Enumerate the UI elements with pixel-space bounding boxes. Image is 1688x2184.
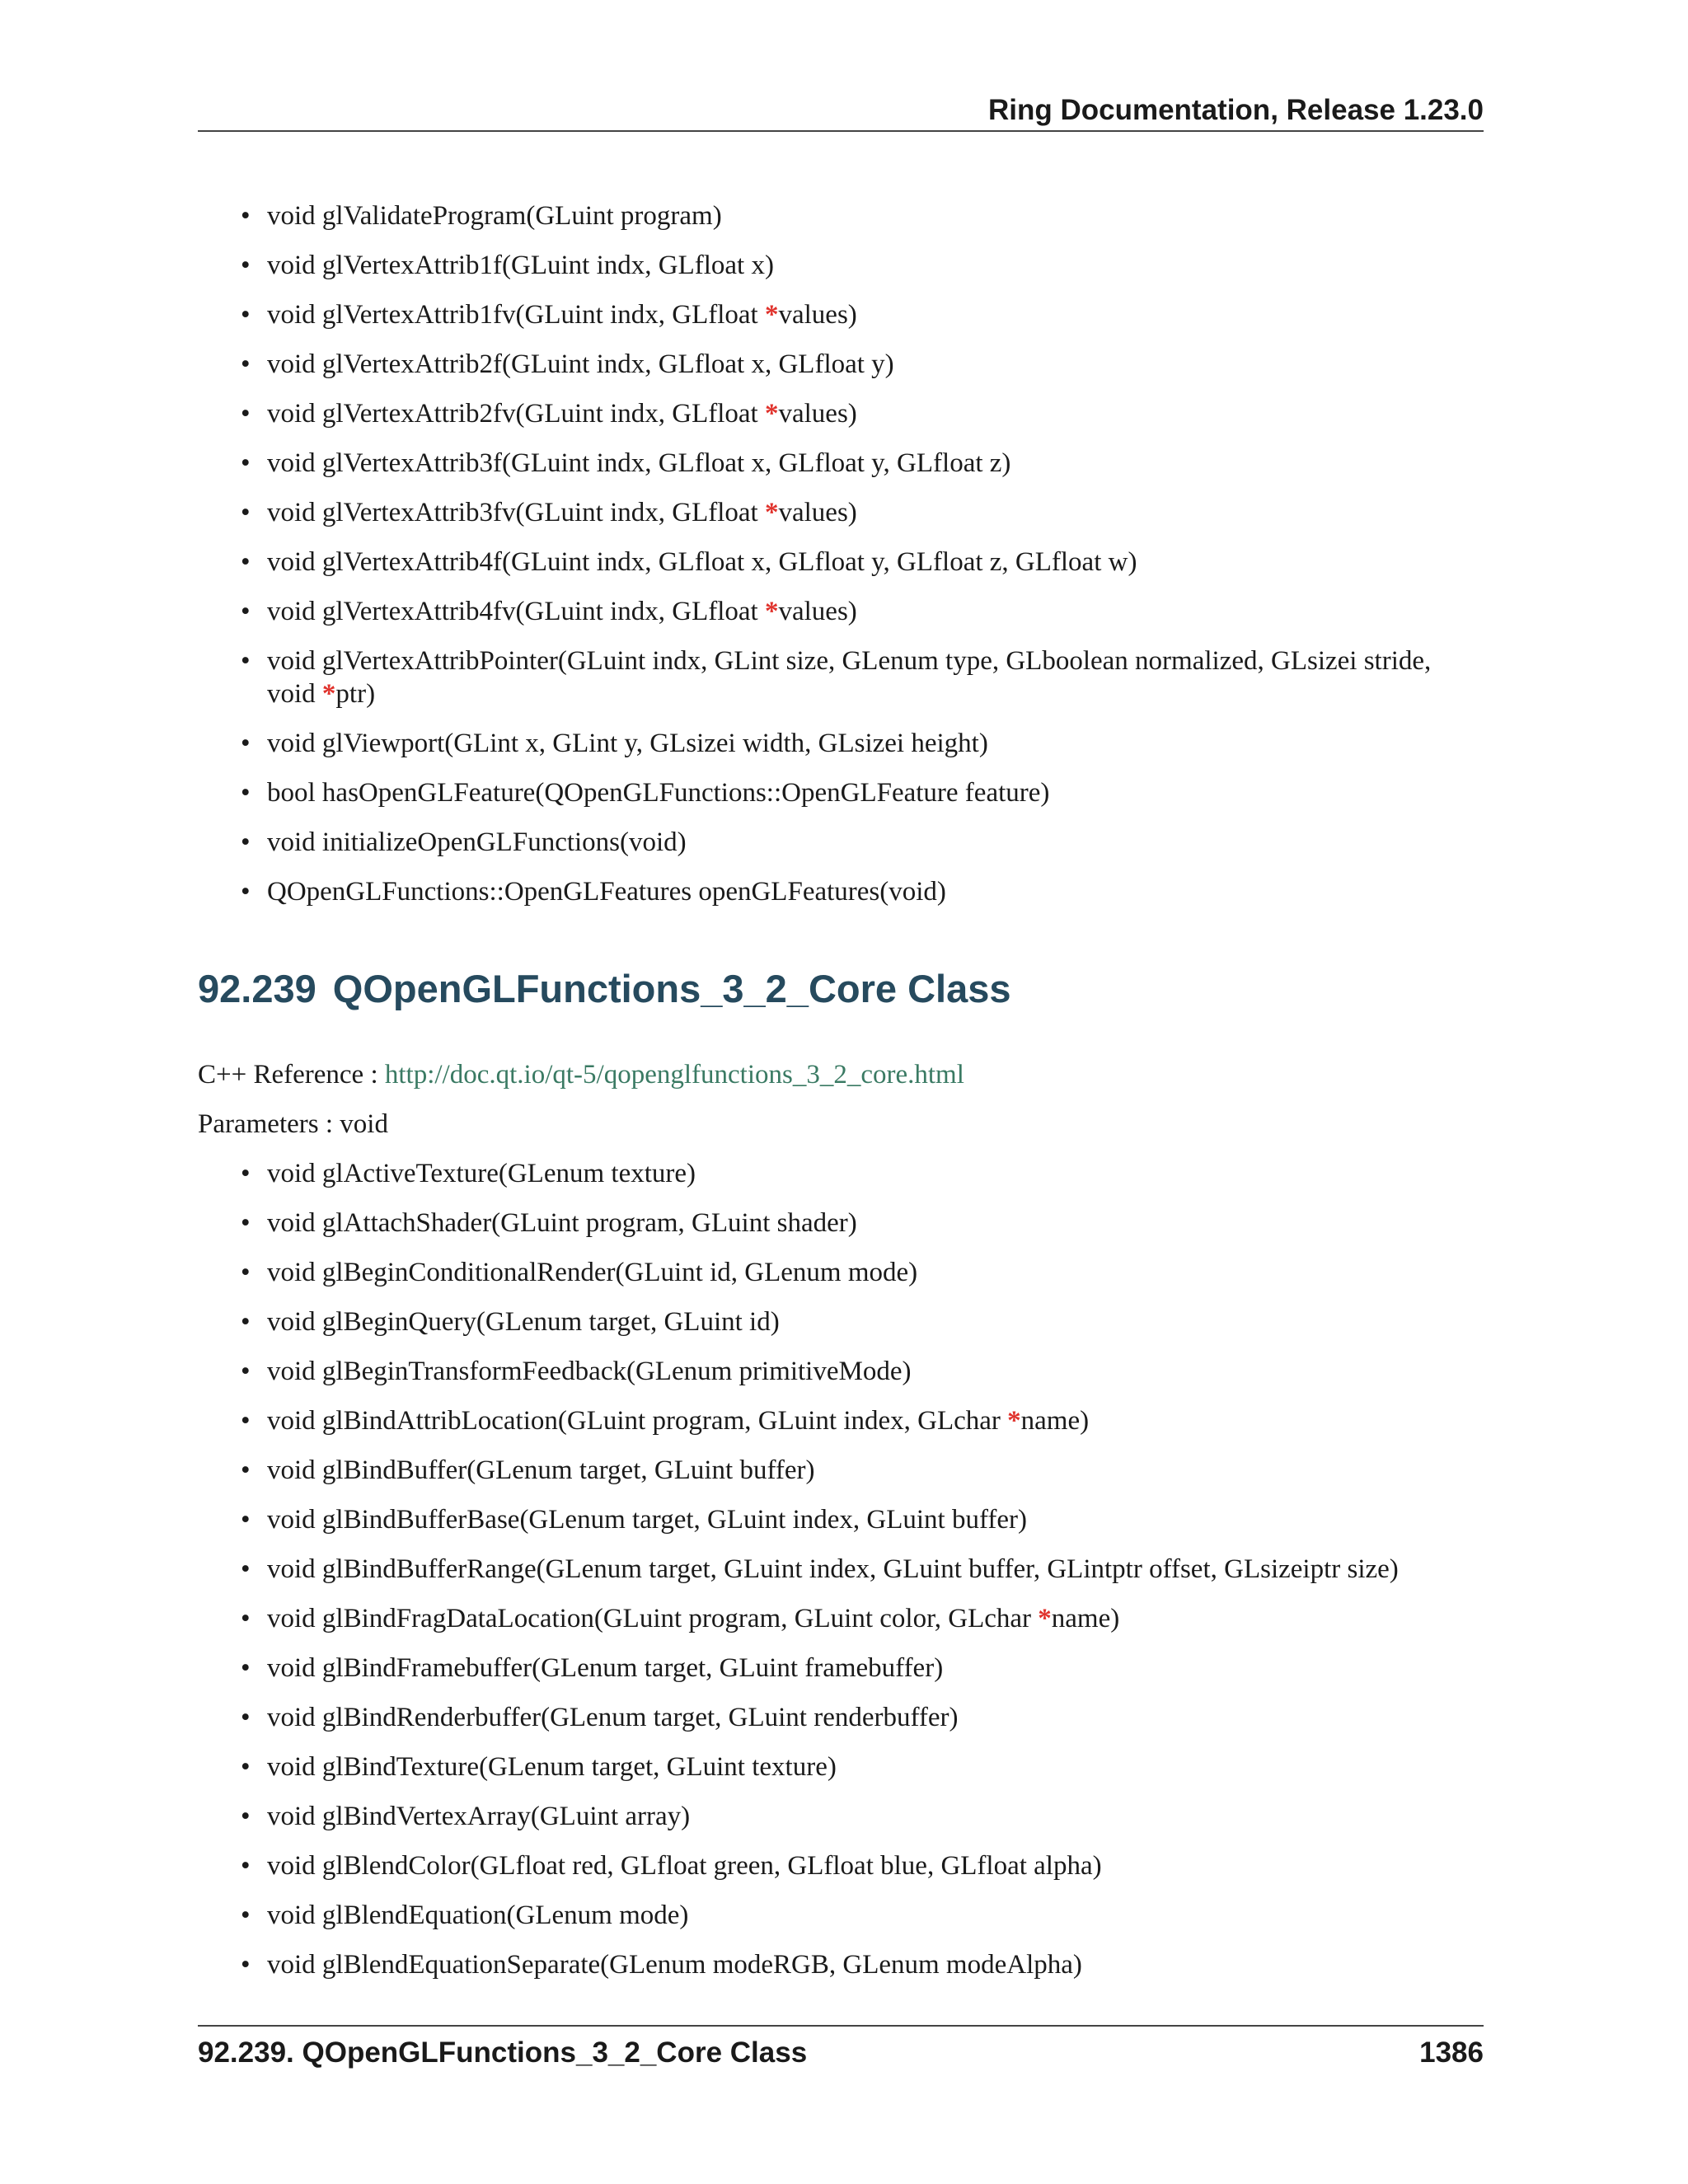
bullet-icon: • [241,1554,251,1584]
function-list-item [198,447,1484,480]
bullet-icon: • [241,1851,251,1881]
signature-text: void glBeginConditionalRender(GLuint id, GLenum mode) [267,1258,918,1287]
bullet-icon: • [241,1703,251,1732]
bullet-icon: • [241,1752,251,1782]
bullet-icon: • [241,729,251,758]
bullet-icon: • [241,1455,251,1485]
function-list-item [198,1157,1484,1190]
signature-text: void glVertexAttrib4f(GLuint indx, GLfloat x, GLfloat y, GLfloat z, GLfloat w) [267,547,1137,577]
function-list-item [198,1948,1484,1981]
signature-text: void glVertexAttrib4fv(GLuint indx, GLfloat [267,597,765,626]
bullet-icon: • [241,597,251,626]
section-heading[interactable] [198,964,1011,1014]
pointer-asterisk: * [1038,1604,1052,1633]
bullet-icon: • [241,300,251,330]
function-list-item [198,1553,1484,1586]
page-number: 1386 [1419,2036,1484,2069]
bullet-icon: • [241,1604,251,1633]
signature-text: void glBindAttribLocation(GLuint program, GLuint index, GLchar [267,1406,1008,1436]
bullet-icon: • [241,547,251,577]
function-list-item [198,875,1484,908]
parameters-label: Parameters : [198,1109,340,1139]
parameters-value: void [340,1109,388,1139]
signature-text: bool hasOpenGLFeature(QOpenGLFunctions::OpenGLFeature feature) [267,778,1050,808]
function-list-item [198,826,1484,859]
bullet-icon: • [241,1900,251,1930]
signature-text: void glVertexAttribPointer(GLuint indx, GLint size, GLenum type, GLboolean normalized, GLsizei stride, void [267,646,1432,709]
signature-text: void glVertexAttrib1f(GLuint indx, GLfloat x) [267,251,774,280]
function-list-item [198,1454,1484,1487]
function-list-previous-class [198,199,1484,925]
pointer-asterisk: * [764,597,779,626]
function-list-item [198,644,1484,710]
bullet-icon: • [241,498,251,527]
signature-text: void glBeginQuery(GLenum target, GLuint id) [267,1307,780,1337]
signature-text: values) [778,300,857,330]
signature-text: void glBindBuffer(GLenum target, GLuint buffer) [267,1455,815,1485]
bullet-icon: • [241,1950,251,1980]
parameters-line [198,1108,388,1141]
bullet-icon: • [241,1653,251,1683]
signature-text: values) [778,399,857,429]
signature-text: void glBlendEquation(GLenum mode) [267,1900,689,1930]
signature-text: void glBindBufferBase(GLenum target, GLuint index, GLuint buffer) [267,1505,1027,1535]
function-list-item [198,199,1484,232]
function-list-item [198,249,1484,282]
pointer-asterisk: * [321,679,336,709]
bullet-icon: • [241,201,251,231]
function-list-item [198,1256,1484,1289]
function-list-item [198,1404,1484,1437]
bullet-icon: • [241,1802,251,1831]
signature-text: void glAttachShader(GLuint program, GLuint shader) [267,1208,857,1238]
bullet-icon: • [241,448,251,478]
signature-text: name) [1020,1406,1090,1436]
function-list-item [198,595,1484,628]
signature-text: void glActiveTexture(GLenum texture) [267,1159,696,1188]
function-list-item [198,348,1484,381]
signature-text: void glVertexAttrib1fv(GLuint indx, GLfloat [267,300,765,330]
bullet-icon: • [241,1406,251,1436]
bullet-icon: • [241,1258,251,1287]
signature-text: void glBindFragDataLocation(GLuint program, GLuint color, GLchar [267,1604,1039,1633]
signature-text: void glVertexAttrib2fv(GLuint indx, GLfloat [267,399,765,429]
signature-text: ptr) [335,679,376,709]
function-list-item [198,1701,1484,1734]
bullet-icon: • [241,399,251,429]
cpp-reference-label: C++ Reference : [198,1060,385,1090]
bullet-icon: • [241,1159,251,1188]
function-list-item [198,1503,1484,1536]
bullet-icon: • [241,1307,251,1337]
function-list-item [198,1355,1484,1388]
signature-text: void glBindRenderbuffer(GLenum target, GLuint renderbuffer) [267,1703,959,1732]
signature-text: void glBindBufferRange(GLenum target, GLuint index, GLuint buffer, GLintptr offset, GLsizeiptr size) [267,1554,1399,1584]
function-list-item [198,1750,1484,1783]
bullet-icon: • [241,1505,251,1535]
bullet-icon: • [241,827,251,857]
header-title: Ring Documentation, Release 1.23.0 [987,94,1484,126]
bullet-icon: • [241,1357,251,1386]
pointer-asterisk: * [1007,1406,1021,1436]
signature-text: values) [778,498,857,527]
signature-text: void glBindVertexArray(GLuint array) [267,1802,691,1831]
signature-text: void initializeOpenGLFunctions(void) [267,827,687,857]
pointer-asterisk: * [764,300,779,330]
function-list-item [198,776,1484,809]
function-list-item [198,1800,1484,1833]
signature-text: values) [778,597,857,626]
bullet-icon: • [241,349,251,379]
pointer-asterisk: * [764,498,779,527]
document-page [198,0,1484,2184]
bullet-icon: • [241,778,251,808]
signature-text: void glVertexAttrib3f(GLuint indx, GLfloat x, GLfloat y, GLfloat z) [267,448,1011,478]
running-footer [198,2025,1484,2071]
function-list-item [198,397,1484,430]
function-list-item [198,1652,1484,1685]
signature-text: void glBlendColor(GLfloat red, GLfloat green, GLfloat blue, GLfloat alpha) [267,1851,1102,1881]
function-list-item [198,298,1484,331]
bullet-icon: • [241,251,251,280]
cpp-reference-link[interactable]: http://doc.qt.io/qt-5/qopenglfunctions_3_2_core.html [384,1060,964,1090]
signature-text: void glVertexAttrib2f(GLuint indx, GLfloat x, GLfloat y) [267,349,894,379]
function-list-item [198,1305,1484,1338]
bullet-icon: • [241,1208,251,1238]
section-number: 92.239 [198,967,316,1010]
signature-text: name) [1051,1604,1120,1633]
bullet-icon: • [241,646,251,676]
pointer-asterisk: * [764,399,779,429]
function-list-item [198,727,1484,760]
function-list-item [198,496,1484,529]
signature-text: void glVertexAttrib3fv(GLuint indx, GLfloat [267,498,765,527]
function-list-item [198,1602,1484,1635]
signature-text: void glValidateProgram(GLuint program) [267,201,722,231]
function-list-item [198,546,1484,579]
function-list-item [198,1899,1484,1932]
function-list-item [198,1207,1484,1240]
function-list-current-class [198,1157,1484,1998]
bullet-icon: • [241,877,251,907]
cpp-reference-line [198,1058,964,1091]
section-title-text: QOpenGLFunctions_3_2_Core Class [332,967,1011,1010]
footer-section-label[interactable]: 92.239. QOpenGLFunctions_3_2_Core Class [198,2036,808,2069]
running-header [198,92,1484,132]
signature-text: void glViewport(GLint x, GLint y, GLsizei width, GLsizei height) [267,729,988,758]
signature-text: QOpenGLFunctions::OpenGLFeatures openGLFeatures(void) [267,877,946,907]
signature-text: void glBlendEquationSeparate(GLenum modeRGB, GLenum modeAlpha) [267,1950,1082,1980]
signature-text: void glBindFramebuffer(GLenum target, GLuint framebuffer) [267,1653,944,1683]
signature-text: void glBeginTransformFeedback(GLenum primitiveMode) [267,1357,912,1386]
function-list-item [198,1849,1484,1882]
signature-text: void glBindTexture(GLenum target, GLuint texture) [267,1752,837,1782]
